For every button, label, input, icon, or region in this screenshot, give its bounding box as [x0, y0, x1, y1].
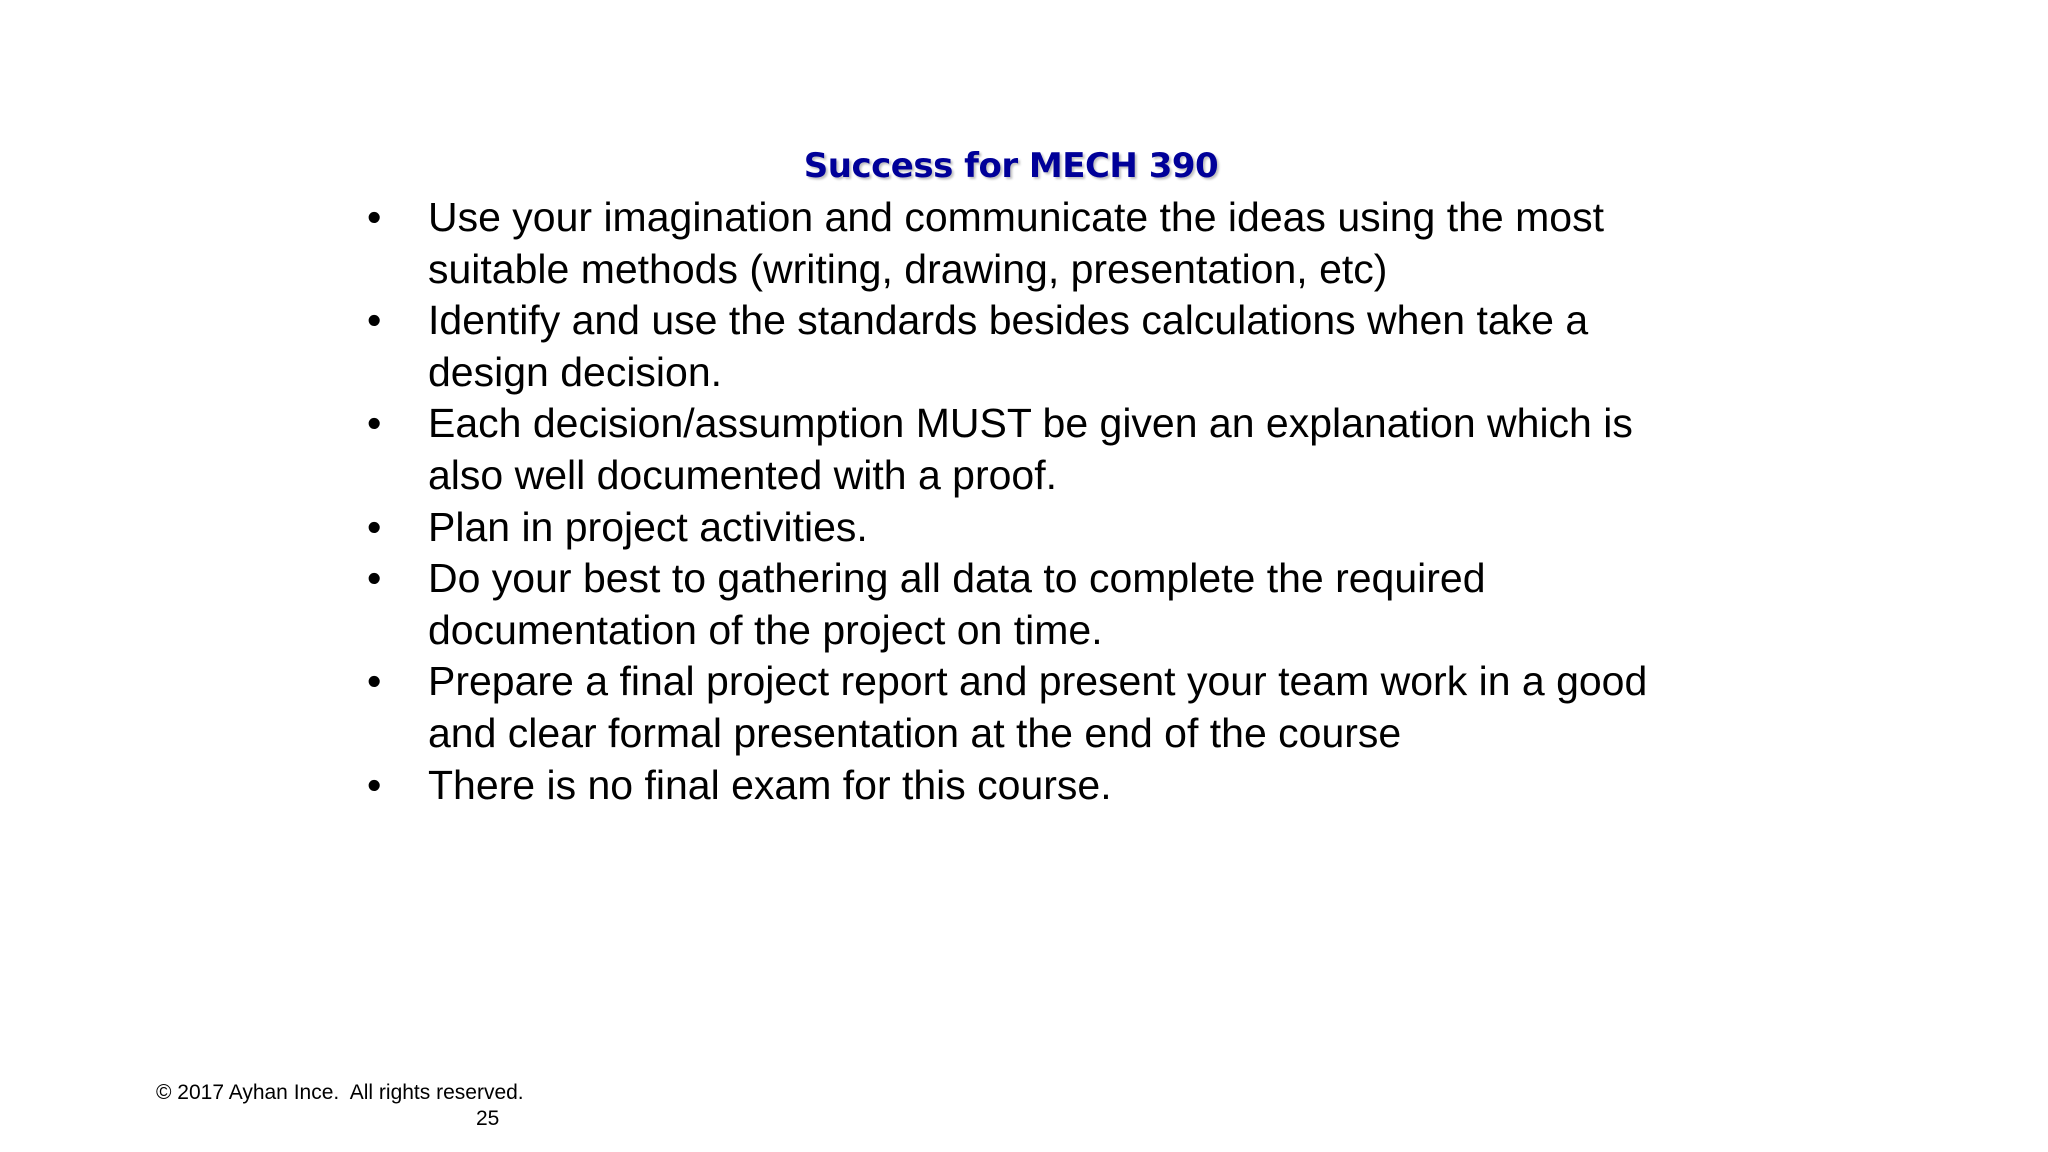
bullet-list: [362, 192, 1682, 811]
bullet-glyph: •: [367, 658, 382, 705]
bullet-glyph: •: [367, 297, 382, 344]
bullet-item: [362, 553, 1682, 656]
bullet-item: [362, 398, 1682, 501]
bullet-item: [362, 656, 1682, 759]
bullet-text: Prepare a final project report and present your team work in a good and clear formal presentation at the end of the course: [428, 658, 1648, 756]
bullet-glyph: •: [367, 761, 382, 808]
bullet-text: Each decision/assumption MUST be given an explanation which is also well documented with a proof.: [428, 400, 1633, 498]
bullet-glyph: •: [367, 503, 382, 550]
bullet-text: Do your best to gathering all data to complete the required documentation of the project on time.: [428, 555, 1486, 653]
bullet-item: [362, 295, 1682, 398]
page-number: 25: [476, 1107, 500, 1130]
footer-copyright: © 2017 Ayhan Ince. All rights reserved.: [156, 1081, 524, 1104]
bullet-item: [362, 760, 1682, 812]
bullet-text: Identify and use the standards besides calculations when take a design decision.: [428, 297, 1589, 395]
bullet-text: There is no final exam for this course.: [428, 761, 1112, 808]
bullet-glyph: •: [367, 555, 382, 602]
bullet-text: Plan in project activities.: [428, 503, 868, 550]
bullet-item: [362, 502, 1682, 554]
bullet-text: Use your imagination and communicate the ideas using the most suitable methods (writing, drawing, presentation, etc): [428, 194, 1604, 292]
bullet-item: [362, 192, 1682, 295]
bullet-glyph: •: [367, 400, 382, 447]
slide-title: Success for MECH 390: [803, 146, 1219, 186]
bullet-glyph: •: [367, 194, 382, 240]
